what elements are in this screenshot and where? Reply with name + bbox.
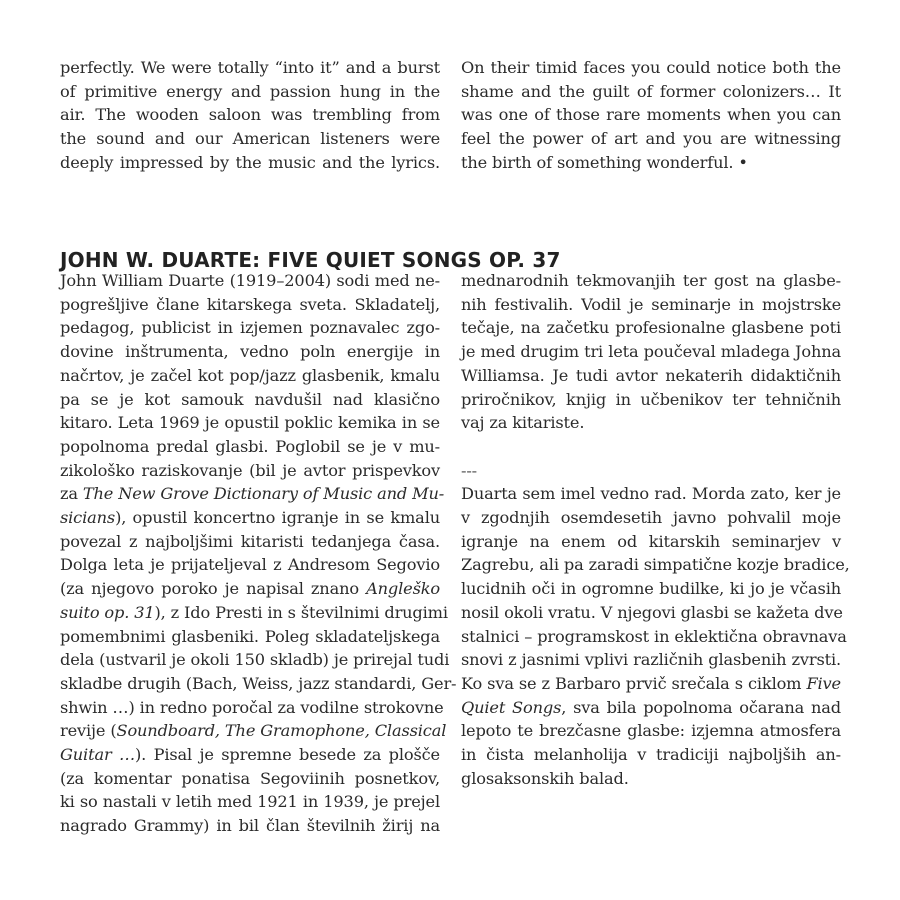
text-line: mednarodnih tekmovanjih ter gost na glasbe-	[461, 271, 841, 290]
text-line: (za komentar ponatisa Segoviinih posnetkov,	[60, 768, 440, 788]
text-line: pomembnimi glasbeniki. Poleg skladateljskega	[60, 626, 440, 646]
text-line: v zgodnjih osemdesetih javno pohvalil moje	[461, 508, 841, 528]
text-line: nagrado Grammy) in bil član številnih žirij na	[60, 816, 440, 836]
text-line: igranje na enem od kitarskih seminarjev v	[461, 531, 841, 551]
text-line: the birth of something wonderful. •	[461, 152, 748, 172]
text-line: za The New Grove Dictionary of Music and Mu-	[60, 484, 445, 504]
text-line: revije (Soundboard, The Gramophone, Classical	[60, 721, 447, 741]
text-line: Williamsa. Je tudi avtor nekaterih didaktičnih	[461, 365, 841, 385]
text-line: pogrešljive člane kitarskega sveta. Skladatelj,	[60, 294, 440, 314]
text-line: lucidnih oči in ogromne budilke, ki jo je včasih	[461, 579, 841, 599]
text-line: stalnici – programskost in eklektična obravnava	[461, 626, 847, 646]
text-line: tečaje, na začetku profesionalne glasbene poti	[461, 318, 841, 338]
text-line: glosaksonskih balad.	[461, 768, 629, 788]
text-line: Quiet Songs, sva bila popolnoma očarana nad	[461, 697, 841, 717]
text-line: shame and the guilt of former colonizers… It	[461, 81, 841, 101]
text-line: Duarta sem imel vedno rad. Morda zato, ker je	[461, 484, 841, 504]
text-line: snovi z jasnimi vplivi različnih glasbenih zvrsti.	[461, 650, 841, 670]
article-right-column	[461, 269, 850, 790]
text-line: was one of those rare moments when you can	[461, 105, 841, 125]
text-line: je med drugim tri leta poučeval mladega Johna	[461, 342, 841, 362]
text-line: priročnikov, knjig in učbenikov ter tehničnih	[461, 389, 841, 409]
text-line: skladbe drugih (Bach, Weiss, jazz standardi, Ger-	[60, 673, 457, 693]
text-line: nosil okoli vratu. V njegovi glasbi se kažeta dve	[461, 602, 843, 622]
top-right-paragraph	[461, 56, 841, 175]
text-line: Dolga leta je prijateljeval z Andresom Segovio	[60, 555, 440, 575]
text-line: feel the power of art and you are witnessing	[461, 129, 841, 149]
text-line: perfectly. We were totally “into it” and a burst	[60, 58, 440, 77]
text-line: Zagrebu, ali pa zaradi simpatične kozje bradice,	[461, 555, 850, 575]
text-line: vaj za kitariste.	[461, 413, 585, 433]
text-line: načrtov, je začel kot pop/jazz glasbenik, kmalu	[60, 365, 440, 385]
text-line: zikološko raziskovanje (bil je avtor prispevkov	[60, 460, 440, 480]
top-left-paragraph	[60, 56, 440, 175]
text-line: (za njegovo poroko je napisal znano Angleško	[60, 579, 440, 599]
text-line: dela (ustvaril je okoli 150 skladb) je prirejal tudi	[60, 650, 450, 670]
text-line: suito op. 31), z Ido Presti in s številnimi drugimi	[60, 602, 448, 622]
text-line: air. The wooden saloon was trembling from	[60, 105, 440, 125]
text-line: the sound and our American listeners were	[60, 129, 440, 149]
text-line: sicians), opustil koncertno igranje in se kmalu	[60, 508, 440, 528]
article-heading: JOHN W. DUARTE: FIVE QUIET SONGS OP. 37	[60, 247, 561, 272]
text-line: of primitive energy and passion hung in the	[60, 81, 440, 101]
text-line: deeply impressed by the music and the lyrics.	[60, 152, 440, 172]
text-line: pedagog, publicist in izjemen poznavalec zgo-	[60, 318, 440, 338]
text-line: pa se je kot samouk navdušil nad klasično	[60, 389, 440, 409]
text-line: popolnoma predal glasbi. Poglobil se je v mu-	[60, 436, 440, 456]
text-line: ki so nastali v letih med 1921 in 1939, je prejel	[60, 792, 440, 812]
text-line: in čista melanholija v tradiciji najboljših an-	[461, 745, 841, 765]
text-line: dovine inštrumenta, vedno poln energije in	[60, 342, 440, 362]
article-left-column	[60, 269, 457, 838]
text-line: Guitar …). Pisal je spremne besede za plošče	[60, 745, 440, 765]
text-line: On their timid faces you could notice both the	[461, 58, 841, 77]
section-separator: ---	[461, 460, 477, 480]
text-line: Ko sva se z Barbaro prvič srečala s ciklom Five	[461, 673, 841, 693]
text-line: nih festivalih. Vodil je seminarje in mojstrske	[461, 294, 841, 314]
text-line: kitaro. Leta 1969 je opustil poklic kemika in se	[60, 413, 440, 433]
text-line: shwin …) in redno poročal za vodilne strokovne	[60, 697, 444, 717]
text-line: John William Duarte (1919–2004) sodi med ne-	[60, 271, 440, 290]
text-line: lepoto te brezčasne glasbe: izjemna atmosfera	[461, 721, 841, 741]
text-line: povezal z najboljšimi kitaristi tedanjega časa.	[60, 531, 440, 551]
